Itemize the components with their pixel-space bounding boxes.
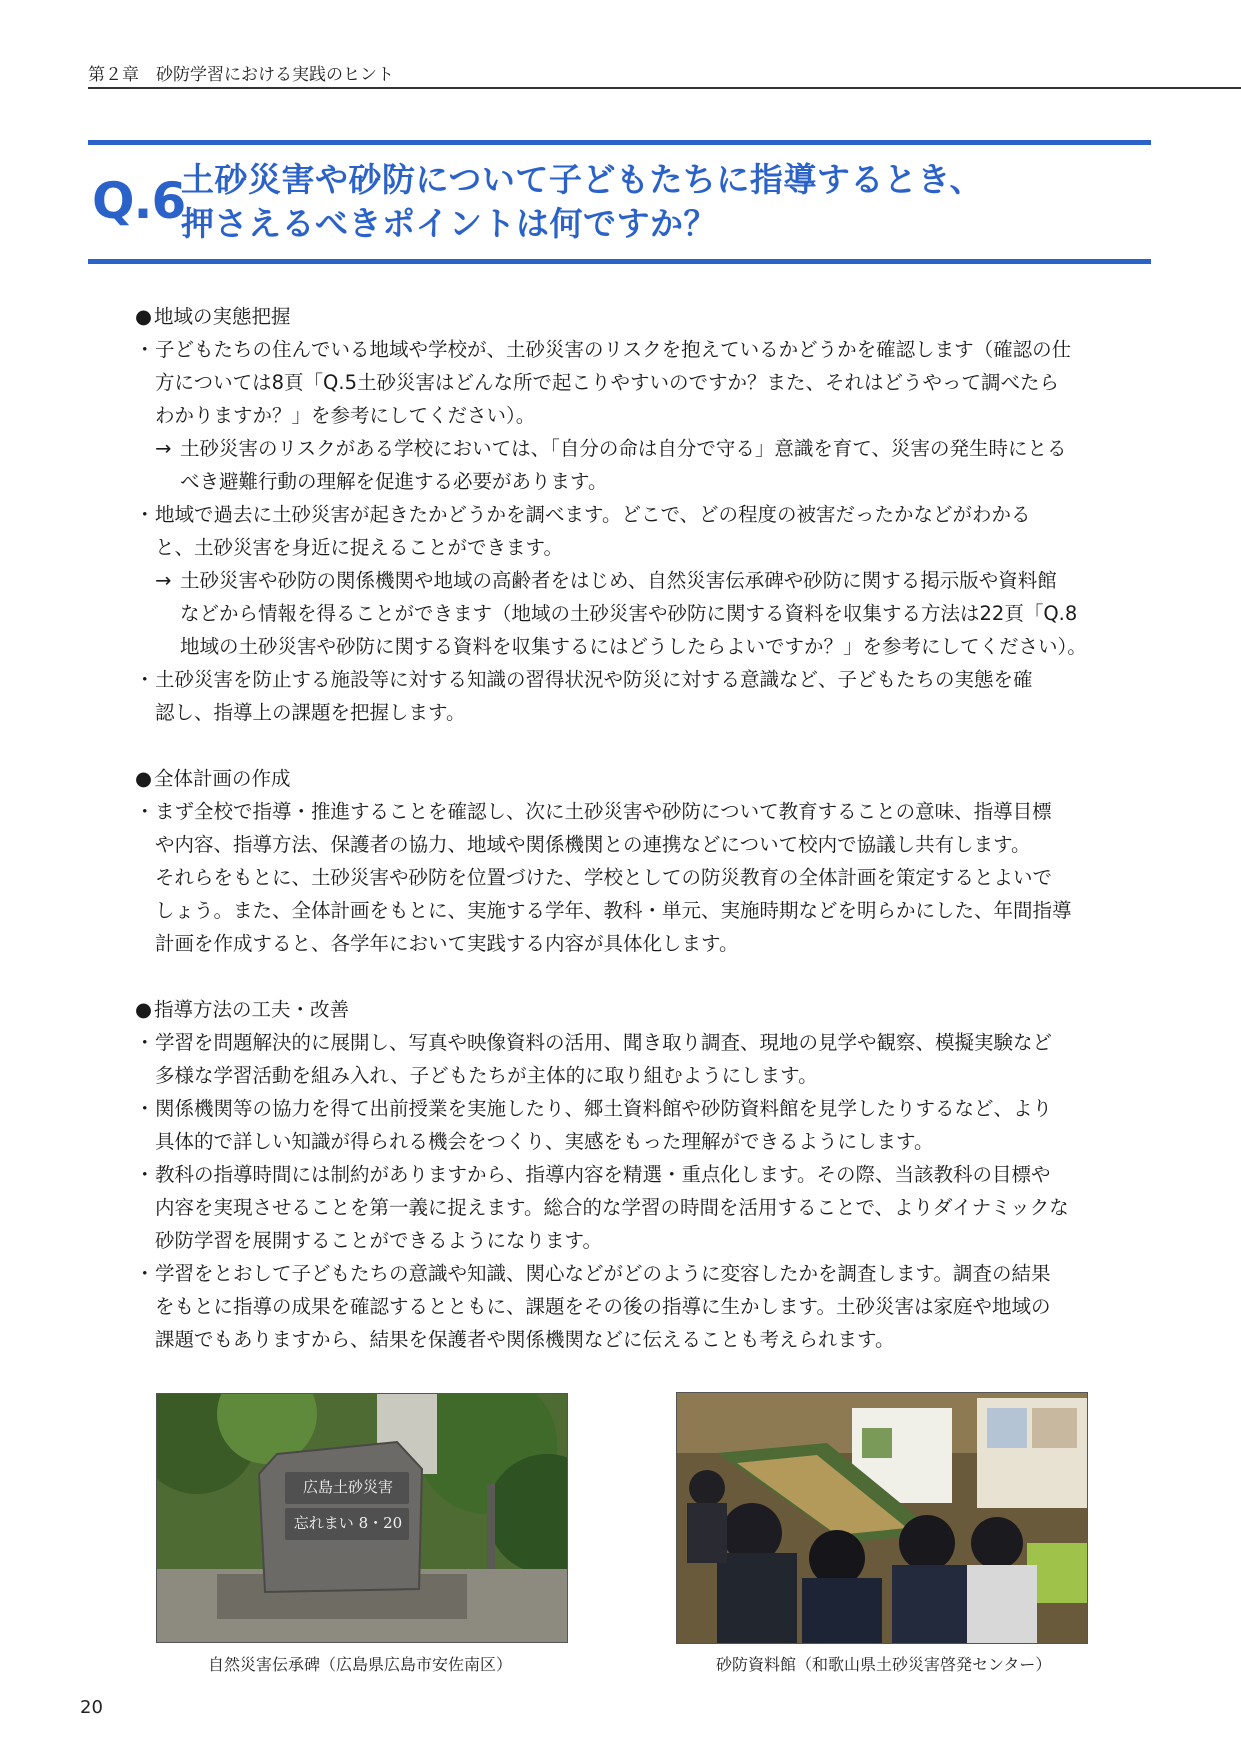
bullet-marker: ・	[135, 800, 155, 823]
question-title-line: 土砂災害や砂防について子どもたちに指導するとき、	[181, 160, 984, 199]
chapter-rule	[88, 87, 1241, 89]
bullet-marker: ・	[135, 1031, 155, 1054]
page-number: 20	[80, 1697, 103, 1718]
bullet-paragraph: ・ 子どもたちの住んでいる地域や学校が、土砂災害のリスクを抱えているかどうかを確認します（確認の仕 方については8頁「Q.5土砂災害はどんな所で起こりやすいのですか？また、それはどうやって調べたら わかりますか？」を参考にしてください）。	[135, 333, 1115, 432]
bullet-paragraph: ・ まず全校で指導・推進することを確認し、次に土砂災害や砂防について教育することの意味、指導目標 や内容、指導方法、保護者の協力、地域や関係機関との連携などについて校内で協議し共有します。 それらをもとに、土砂災害や砂防を位置づけた、学校としての防災教育の全体計画を策定するとよいで しょう。また、全体計画をもとに、実施する学年、教科・単元、実施時期などを明らかにした、年間指導 計画を作成すると、各学年において実践する内容が具体化します。	[135, 795, 1115, 960]
bullet-paragraph: ・ 土砂災害を防止する施設等に対する知識の習得状況や防災に対する意識など、子どもたちの実態を確 認し、指導上の課題を把握します。	[135, 663, 1115, 729]
photo-caption: 自然災害伝承碑（広島県広島市安佐南区）	[208, 1655, 513, 1674]
memorial-stone-photo	[156, 1393, 568, 1643]
bullet-marker: ・	[135, 668, 155, 691]
bullet-marker: ・	[135, 338, 155, 361]
question-number: Q.6	[92, 172, 186, 230]
question-title-line: 押さえるべきポイントは何ですか？	[181, 204, 717, 243]
photo-caption: 砂防資料館（和歌山県土砂災害啓発センター）	[716, 1655, 1052, 1674]
bullet-paragraph: ・ 地域で過去に土砂災害が起きたかどうかを調べます。どこで、どの程度の被害だったかなどがわかる と、土砂災害を身近に捉えることができます。	[135, 498, 1115, 564]
section-dot: ●	[135, 998, 153, 1021]
section-dot: ●	[135, 305, 153, 328]
section-heading: ● 地域の実態把握	[135, 305, 291, 328]
bullet-marker: ・	[135, 1097, 155, 1120]
section-teaching-methods	[135, 993, 1115, 1356]
body-content	[135, 300, 1115, 1389]
stone-inscription-line: 広島土砂災害	[302, 1478, 393, 1496]
arrow-marker: →	[155, 437, 172, 460]
bullet-marker: ・	[135, 503, 155, 526]
section-dot: ●	[135, 767, 153, 790]
section-heading: ● 全体計画の作成	[135, 767, 291, 790]
note-paragraph: → 土砂災害のリスクがある学校においては、「自分の命は自分で守る」意識を育て、災害の発生時にとる べき避難行動の理解を促進する必要があります。	[135, 432, 1115, 498]
bullet-paragraph: ・ 関係機関等の協力を得て出前授業を実施したり、郷土資料館や砂防資料館を見学したりするなど、より 具体的で詳しい知識が得られる機会をつくり、実感をもった理解ができるようにします。	[135, 1092, 1115, 1158]
section-overall-plan	[135, 762, 1115, 960]
bullet-marker: ・	[135, 1163, 155, 1186]
chapter-heading: 第２章 砂防学習における実践のヒント	[88, 65, 394, 85]
question-rule-top	[88, 140, 1151, 145]
arrow-marker: →	[155, 569, 172, 592]
question-rule-bottom	[88, 259, 1151, 264]
bullet-paragraph: ・ 学習を問題解決的に展開し、写真や映像資料の活用、聞き取り調査、現地の見学や観察、模擬実験など 多様な学習活動を組み入れ、子どもたちが主体的に取り組むようにします。	[135, 1026, 1115, 1092]
section-heading: ● 指導方法の工夫・改善	[135, 998, 350, 1021]
question-title	[181, 158, 983, 246]
museum-scene-illustration	[677, 1393, 1087, 1643]
section-local-assessment	[135, 300, 1115, 729]
sabo-museum-photo	[676, 1392, 1088, 1644]
stone-inscription-line: 忘れまい 8・20	[293, 1514, 403, 1532]
bullet-paragraph: ・ 学習をとおして子どもたちの意識や知識、関心などがどのように変容したかを調査します。調査の結果 をもとに指導の成果を確認するとともに、課題をその後の指導に生かします。土砂災害は家庭や地域の 課題でもありますから、結果を保護者や関係機関などに伝えることも考えられます。	[135, 1257, 1115, 1356]
bullet-paragraph: ・ 教科の指導時間には制約がありますから、指導内容を精選・重点化します。その際、当該教科の目標や 内容を実現させることを第一義に捉えます。総合的な学習の時間を活用することで、よりダイナミックな 砂防学習を展開することができるようになります。	[135, 1158, 1115, 1257]
note-paragraph: → 土砂災害や砂防の関係機関や地域の高齢者をはじめ、自然災害伝承碑や砂防に関する掲示版や資料館 などから情報を得ることができます（地域の土砂災害や砂防に関する資料を収集する方法は22頁「Q.8 地域の土砂災害や砂防に関する資料を収集するにはどうしたらよいですか？」を参考にしてください）。	[135, 564, 1115, 663]
bullet-marker: ・	[135, 1262, 155, 1285]
